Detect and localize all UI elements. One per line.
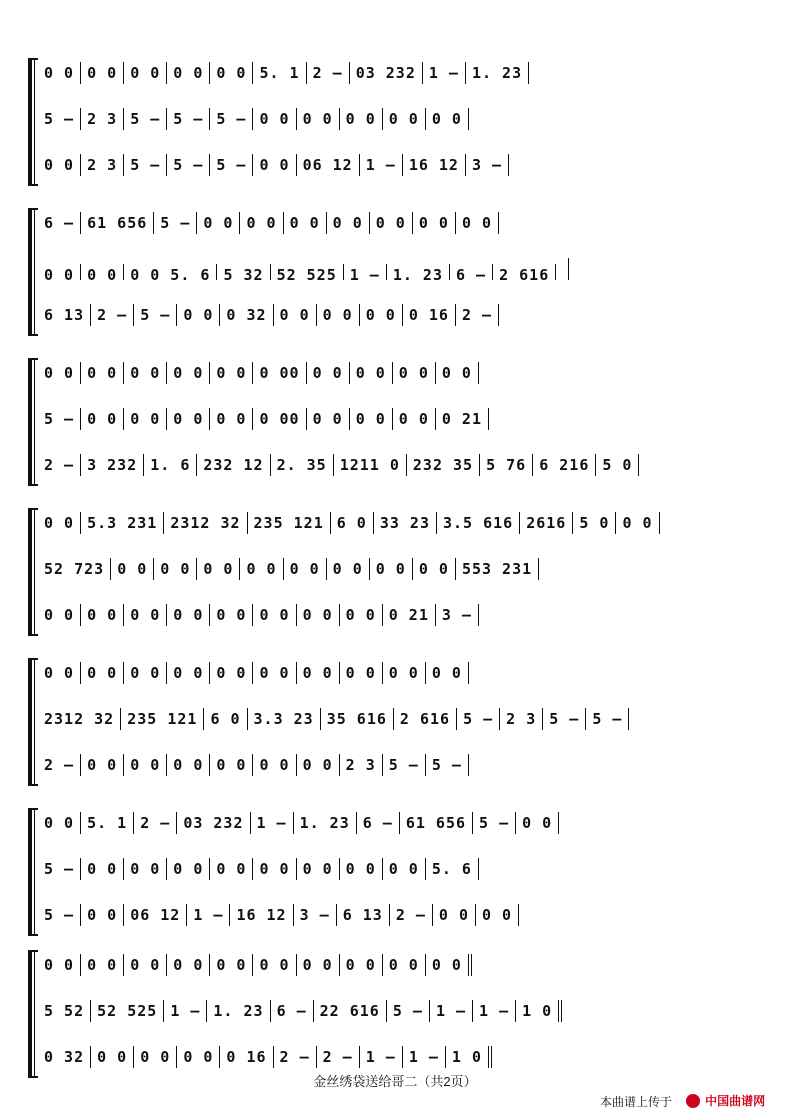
- measure: 0 0: [253, 108, 296, 130]
- logo-icon: [686, 1094, 700, 1108]
- measure: 5 –: [387, 1000, 430, 1022]
- measure: 5 –: [167, 154, 210, 176]
- system-brace: [24, 950, 34, 1078]
- measure: 6 13: [38, 304, 91, 326]
- measure: 0 0: [81, 604, 124, 626]
- measure: 0 0: [210, 754, 253, 776]
- measure: 5 32: [217, 264, 270, 280]
- measure: 6 216: [533, 454, 596, 476]
- staff-line: [38, 1000, 766, 1022]
- measure: 0 0: [124, 362, 167, 384]
- score-system: [24, 808, 766, 936]
- measure: 0 0: [38, 954, 81, 976]
- measure: 0 0: [340, 108, 383, 130]
- measure: 1 –: [164, 1000, 207, 1022]
- measure: 2. 35: [271, 454, 334, 476]
- measure: 2 3: [340, 754, 383, 776]
- measure: 5 –: [586, 708, 629, 730]
- measure: 3.3 23: [248, 708, 321, 730]
- measure: 0 32: [38, 1046, 91, 1068]
- staff-line: [38, 108, 766, 130]
- score-system: [24, 508, 766, 636]
- measure: 2 –: [390, 904, 433, 926]
- measure: 0 0: [516, 812, 559, 834]
- staff-line: [38, 662, 766, 684]
- measure: 0 0: [360, 304, 403, 326]
- measure: 235 121: [248, 512, 331, 534]
- measure: 5 –: [38, 108, 81, 130]
- measure: 0 0: [210, 62, 253, 84]
- system-brace: [24, 58, 34, 186]
- measure: 0 0: [167, 604, 210, 626]
- measure: 0 0: [124, 662, 167, 684]
- measure: 5 –: [124, 108, 167, 130]
- measure: 1 –: [187, 904, 230, 926]
- measure: 0 21: [436, 408, 489, 430]
- measure: 0 0: [38, 154, 81, 176]
- measure: 2 –: [456, 304, 499, 326]
- measure: 0 0: [124, 954, 167, 976]
- measure: 0 0: [134, 1046, 177, 1068]
- measure: 1 –: [360, 1046, 403, 1068]
- measure: 0 0: [426, 662, 469, 684]
- measure: 0 0: [111, 558, 154, 580]
- measure: 0 0: [154, 558, 197, 580]
- staff-line: [38, 954, 766, 976]
- measure: 1. 23: [294, 812, 357, 834]
- measure: 1 0: [516, 1000, 562, 1022]
- measure: 0 0: [253, 154, 296, 176]
- measure: 16 12: [403, 154, 466, 176]
- measure: 0 0: [124, 754, 167, 776]
- measure: 1. 23: [387, 264, 450, 280]
- measure: 0 0: [350, 408, 393, 430]
- measure: 0 0: [307, 408, 350, 430]
- measure: 5 52: [38, 1000, 91, 1022]
- measure: 0 0: [317, 304, 360, 326]
- measure: 2 –: [38, 454, 81, 476]
- measure: 0 0: [81, 662, 124, 684]
- measure: 6 –: [357, 812, 400, 834]
- measure: 0 0: [327, 558, 370, 580]
- score-system: [24, 208, 766, 336]
- measure: 1 –: [473, 1000, 516, 1022]
- measure: 0 0: [340, 858, 383, 880]
- measure: 5 –: [473, 812, 516, 834]
- measure: 0 0: [81, 362, 124, 384]
- staff-line: [38, 812, 766, 834]
- measure: 0 0: [38, 512, 81, 534]
- measure: 03 232: [350, 62, 423, 84]
- measure: 1211 0: [334, 454, 407, 476]
- measure: 0 32: [220, 304, 273, 326]
- measure: 0 0: [38, 362, 81, 384]
- measure: 0 0: [81, 858, 124, 880]
- measure: 5 –: [154, 212, 197, 234]
- measure: 0 0: [426, 954, 472, 976]
- measure: 52 525: [271, 264, 344, 280]
- measure: 2 –: [134, 812, 177, 834]
- staff-line: [38, 708, 766, 730]
- staff-line: [38, 904, 766, 926]
- upload-credit: 本曲谱上传于: [600, 1095, 673, 1109]
- staff-line: [38, 604, 766, 626]
- measure: 0 0: [383, 108, 426, 130]
- measure: 5 –: [38, 904, 81, 926]
- measure: 0 0: [350, 362, 393, 384]
- measure: 0 0: [297, 858, 340, 880]
- measure: 5 –: [426, 754, 469, 776]
- measure: 5 –: [457, 708, 500, 730]
- measure: 0 0: [38, 662, 81, 684]
- measure: 2 3: [81, 154, 124, 176]
- measure: 5 0: [596, 454, 639, 476]
- measure: 0 0: [124, 62, 167, 84]
- measure: 0 0: [340, 604, 383, 626]
- score-system: [24, 658, 766, 786]
- measure: 0 0: [433, 904, 476, 926]
- measure: 3.5 616: [437, 512, 520, 534]
- measure: 0 0: [370, 558, 413, 580]
- measure: 2 3: [500, 708, 543, 730]
- measure: 5 –: [38, 408, 81, 430]
- measure: 0 0: [177, 1046, 220, 1068]
- measure: 5 –: [134, 304, 177, 326]
- measure: 0 0: [210, 408, 253, 430]
- measure: 3 –: [436, 604, 479, 626]
- measure: 3 232: [81, 454, 144, 476]
- measure: 0 0: [81, 904, 124, 926]
- measure: 0 0: [124, 858, 167, 880]
- measure: 0 0: [616, 512, 659, 534]
- measure: 3 –: [466, 154, 509, 176]
- measure: 1. 23: [466, 62, 529, 84]
- measure: 2312 32: [164, 512, 247, 534]
- measure: 0 0: [253, 662, 296, 684]
- measure: 1. 23: [207, 1000, 270, 1022]
- measure: 2312 32: [38, 708, 121, 730]
- measure: 1 –: [423, 62, 466, 84]
- measure: [556, 258, 569, 280]
- measure: 0 0: [370, 212, 413, 234]
- score-system: [24, 950, 766, 1078]
- measure: 232 35: [407, 454, 480, 476]
- measure: 0 0: [253, 858, 296, 880]
- staff-line: [38, 258, 766, 280]
- measure: 2 –: [274, 1046, 317, 1068]
- measure: 0 0: [167, 754, 210, 776]
- measure: 235 121: [121, 708, 204, 730]
- measure: 6 0: [204, 708, 247, 730]
- measure: 0 0: [81, 408, 124, 430]
- measure: 0 0: [240, 212, 283, 234]
- measure: 2 –: [38, 754, 81, 776]
- staff-line: [38, 212, 766, 234]
- measure: 0 0: [38, 604, 81, 626]
- measure: 0 0: [413, 558, 456, 580]
- measure: 22 616: [314, 1000, 387, 1022]
- measure: 0 0: [167, 858, 210, 880]
- measure: 0 21: [383, 604, 436, 626]
- measure: 2 616: [493, 264, 556, 280]
- measure: 0 0: [210, 604, 253, 626]
- site-logo[interactable]: [686, 1090, 786, 1110]
- measure: 0 0: [393, 362, 436, 384]
- measure: 1 –: [360, 154, 403, 176]
- site-name: 中国曲谱网: [705, 1094, 766, 1108]
- measure: 0 0: [38, 62, 81, 84]
- measure: 0 0: [284, 212, 327, 234]
- measure: 232 12: [197, 454, 270, 476]
- measure: 0 0: [393, 408, 436, 430]
- measure: 5 –: [383, 754, 426, 776]
- measure: 0 0: [426, 108, 469, 130]
- measure: 0 0: [210, 858, 253, 880]
- measure: 553 231: [456, 558, 539, 580]
- measure: 1 –: [344, 264, 387, 280]
- measure: 33 23: [374, 512, 437, 534]
- measure: 52 525: [91, 1000, 164, 1022]
- measure: 0 0: [340, 954, 383, 976]
- measure: 0 0: [456, 212, 499, 234]
- measure: 5 76: [480, 454, 533, 476]
- measure: 2 3: [81, 108, 124, 130]
- measure: 5 –: [38, 858, 81, 880]
- measure: 5 –: [167, 108, 210, 130]
- measure: 2 616: [394, 708, 457, 730]
- measure: 5 –: [124, 154, 167, 176]
- measure: 0 0: [167, 662, 210, 684]
- measure: 0 0: [81, 954, 124, 976]
- staff-line: [38, 858, 766, 880]
- staff-line: [38, 512, 766, 534]
- measure: 2 –: [317, 1046, 360, 1068]
- staff-line: [38, 408, 766, 430]
- measure: 61 656: [400, 812, 473, 834]
- staff-line: [38, 154, 766, 176]
- measure: 61 656: [81, 212, 154, 234]
- measure: 3 –: [294, 904, 337, 926]
- measure: 0 0: [124, 408, 167, 430]
- measure: 5.3 231: [81, 512, 164, 534]
- page-footer-title: 金丝绣袋送给哥二（共2页）: [313, 1074, 477, 1089]
- measure: 0 0: [253, 604, 296, 626]
- measure: 5. 6: [426, 858, 479, 880]
- measure: 0 0: [124, 604, 167, 626]
- measure: 1 –: [430, 1000, 473, 1022]
- system-brace: [24, 808, 34, 936]
- measure: 0 0: [210, 954, 253, 976]
- measure: 0 0: [297, 662, 340, 684]
- measure: 0 0: [91, 1046, 134, 1068]
- measure: 0 0: [177, 304, 220, 326]
- measure: 0 0: [38, 812, 81, 834]
- staff-line: [38, 304, 766, 326]
- system-brace: [24, 658, 34, 786]
- staff-line: [38, 754, 766, 776]
- measure: 0 00: [253, 408, 306, 430]
- measure: 06 12: [124, 904, 187, 926]
- measure: 0 0: [274, 304, 317, 326]
- measure: 0 0: [307, 362, 350, 384]
- measure: 0 0: [297, 954, 340, 976]
- measure: 0 0: [340, 662, 383, 684]
- staff-line: [38, 1046, 766, 1068]
- measure: 5 –: [210, 154, 253, 176]
- measure: 0 0: [413, 212, 456, 234]
- measure: 5. 1: [81, 812, 134, 834]
- measure: 0 0: [210, 362, 253, 384]
- measure: 1. 6: [144, 454, 197, 476]
- measure: 6 13: [337, 904, 390, 926]
- measure: 52 723: [38, 558, 111, 580]
- measure: 0 16: [220, 1046, 273, 1068]
- measure: 0 0: [327, 212, 370, 234]
- measure: 2616: [520, 512, 573, 534]
- measure: 35 616: [321, 708, 394, 730]
- staff-line: [38, 558, 766, 580]
- measure: 1 –: [251, 812, 294, 834]
- measure: 0 0: [197, 558, 240, 580]
- measure: 0 0: [383, 954, 426, 976]
- measure: 0 0: [197, 212, 240, 234]
- measure: 6 –: [271, 1000, 314, 1022]
- measure: 1 0: [446, 1046, 492, 1068]
- measure: 0 0: [81, 754, 124, 776]
- measure: 03 232: [177, 812, 250, 834]
- measure: 0 0: [476, 904, 519, 926]
- measure: 1 –: [403, 1046, 446, 1068]
- measure: 0 0: [297, 604, 340, 626]
- measure: 2 –: [91, 304, 134, 326]
- score-system: [24, 358, 766, 486]
- measure: 0 0 5. 6: [124, 264, 217, 280]
- system-brace: [24, 358, 34, 486]
- measure: 0 0: [253, 954, 296, 976]
- measure: 5 0: [573, 512, 616, 534]
- staff-line: [38, 362, 766, 384]
- measure: 6 0: [331, 512, 374, 534]
- measure: 16 12: [230, 904, 293, 926]
- staff-line: [38, 62, 766, 84]
- score-system: [24, 58, 766, 186]
- measure: 0 0: [297, 754, 340, 776]
- measure: 0 0: [81, 62, 124, 84]
- measure: 06 12: [297, 154, 360, 176]
- measure: 2 –: [307, 62, 350, 84]
- system-brace: [24, 508, 34, 636]
- measure: 0 0: [81, 264, 124, 280]
- measure: 0 0: [253, 754, 296, 776]
- measure: 0 0: [167, 62, 210, 84]
- measure: 0 0: [167, 362, 210, 384]
- measure: 0 00: [253, 362, 306, 384]
- measure: 6 –: [38, 212, 81, 234]
- measure: 0 0: [383, 662, 426, 684]
- measure: 5 –: [210, 108, 253, 130]
- measure: 0 0: [240, 558, 283, 580]
- system-brace: [24, 208, 34, 336]
- measure: 0 0: [167, 954, 210, 976]
- measure: 0 0: [436, 362, 479, 384]
- measure: 0 16: [403, 304, 456, 326]
- measure: 0 0: [284, 558, 327, 580]
- measure: 0 0: [297, 108, 340, 130]
- measure: 0 0: [210, 662, 253, 684]
- measure: 0 0: [167, 408, 210, 430]
- measure: 0 0: [38, 264, 81, 280]
- measure: 5. 1: [253, 62, 306, 84]
- measure: 6 –: [450, 264, 493, 280]
- measure: 0 0: [383, 858, 426, 880]
- measure: 5 –: [543, 708, 586, 730]
- staff-line: [38, 454, 766, 476]
